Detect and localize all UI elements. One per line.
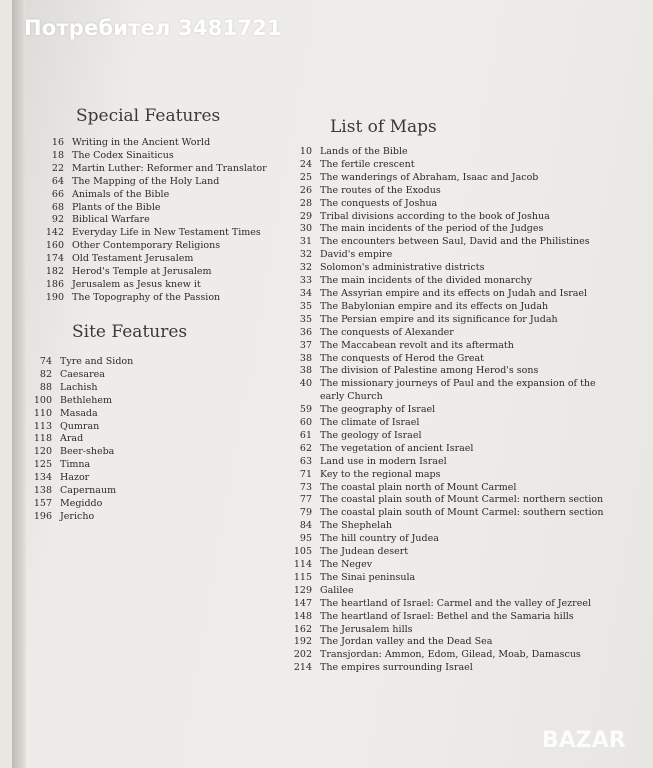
page-number: 157 <box>33 497 52 509</box>
page-number: 162 <box>293 623 312 635</box>
page-number: 202 <box>293 649 312 661</box>
site-features-title: Site Features <box>72 322 188 342</box>
toc-entry <box>286 611 620 624</box>
toc-entry <box>38 214 267 227</box>
toc-entry <box>38 279 267 292</box>
toc-entry <box>38 137 267 150</box>
toc-entry <box>286 211 620 224</box>
toc-entry <box>286 624 620 637</box>
entry-title: The geology of Israel <box>320 429 422 441</box>
entry-title: Megiddo <box>60 497 103 509</box>
toc-entry <box>286 198 620 211</box>
user-watermark: Потребител 3481721 <box>24 16 282 40</box>
entry-title: Animals of the Bible <box>72 188 170 200</box>
page-number: 60 <box>299 417 312 429</box>
page-number: 68 <box>51 201 64 213</box>
page-number: 16 <box>51 137 64 148</box>
toc-entry <box>286 546 620 559</box>
toc-entry <box>286 249 620 262</box>
toc-entry <box>286 275 620 288</box>
page-number: 92 <box>51 214 64 226</box>
page-number: 64 <box>51 175 64 187</box>
page-number: 29 <box>299 210 312 222</box>
page-number: 35 <box>299 300 312 312</box>
entry-title: The Assyrian empire and its effects on Judah and Israel <box>320 287 588 299</box>
entry-title: Masada <box>60 407 98 419</box>
toc-entry <box>286 662 620 675</box>
toc-entry <box>38 150 267 163</box>
page-number: 114 <box>293 559 312 570</box>
page-number: 33 <box>299 275 312 287</box>
toc-entry <box>38 189 267 202</box>
toc-entry <box>286 443 620 456</box>
entry-title: Timna <box>60 459 91 471</box>
page-number: 77 <box>299 494 312 506</box>
page-number: 147 <box>293 597 312 609</box>
entry-title: Beer-sheba <box>60 446 115 458</box>
page-number: 125 <box>33 459 52 471</box>
toc-entry <box>286 520 620 533</box>
entry-title: The vegetation of ancient Israel <box>320 442 474 454</box>
toc-entry <box>38 292 267 305</box>
toc-entry <box>26 382 133 395</box>
entry-title: Other Contemporary Religions <box>72 240 221 252</box>
toc-entry <box>286 636 620 649</box>
page-number: 35 <box>299 313 312 325</box>
entry-title: Key to the regional maps <box>320 468 441 480</box>
site-features-list <box>26 356 133 524</box>
page-number: 110 <box>33 407 52 419</box>
toc-entry <box>286 340 620 353</box>
page-number: 34 <box>299 287 312 299</box>
page-number: 59 <box>299 404 312 416</box>
page-number: 30 <box>299 223 312 235</box>
page-number: 18 <box>51 149 64 161</box>
toc-entry <box>286 288 620 301</box>
page-number: 31 <box>299 236 312 248</box>
entry-title: Transjordan: Ammon, Edom, Gilead, Moab, Damascus <box>320 649 581 661</box>
toc-entry <box>286 456 620 469</box>
page-number: 32 <box>299 262 312 274</box>
entry-title: Land use in modern Israel <box>320 455 447 467</box>
page-number: 74 <box>39 356 52 367</box>
page-number: 129 <box>293 584 312 596</box>
entry-title: The Persian empire and its significance for Judah <box>320 313 558 325</box>
page-number: 120 <box>33 446 52 458</box>
toc-entry <box>286 378 620 404</box>
entry-title: The Shephelah <box>320 520 392 532</box>
toc-entry <box>286 469 620 482</box>
toc-entry <box>286 430 620 443</box>
entry-title: The fertile crescent <box>320 158 415 170</box>
page-number: 182 <box>45 266 64 278</box>
page-number: 88 <box>39 381 52 393</box>
toc-entry <box>286 327 620 340</box>
entry-title: Biblical Warfare <box>72 214 150 226</box>
page-number: 95 <box>299 533 312 545</box>
entry-title: The missionary journeys of Paul and the expansion of the early Church <box>320 378 596 403</box>
toc-entry <box>286 507 620 520</box>
page-number: 28 <box>299 197 312 209</box>
page-number: 142 <box>45 227 64 239</box>
toc-entry <box>286 649 620 662</box>
page-number: 66 <box>51 188 64 200</box>
entry-title: Lands of the Bible <box>320 146 408 157</box>
entry-title: The main incidents of the divided monarchy <box>320 275 533 287</box>
toc-entry <box>26 459 133 472</box>
toc-entry <box>286 585 620 598</box>
toc-entry <box>286 146 620 159</box>
toc-entry <box>26 421 133 434</box>
page-number: 190 <box>45 291 64 303</box>
entry-title: Jerusalem as Jesus knew it <box>72 278 201 290</box>
entry-title: Tribal divisions according to the book of Joshua <box>320 210 550 222</box>
page-number: 84 <box>299 520 312 532</box>
entry-title: The conquests of Alexander <box>320 326 454 338</box>
page-number: 196 <box>33 510 52 522</box>
page-number: 82 <box>39 368 52 380</box>
entry-title: The Negev <box>320 559 373 570</box>
entry-title: Bethlehem <box>60 394 112 406</box>
page-number: 40 <box>299 378 312 390</box>
entry-title: The heartland of Israel: Carmel and the valley of Jezreel <box>320 597 592 609</box>
page-number: 79 <box>299 507 312 519</box>
toc-entry <box>26 485 133 498</box>
entry-title: Plants of the Bible <box>72 201 161 213</box>
toc-entry <box>26 395 133 408</box>
page-number: 138 <box>33 485 52 497</box>
page-number: 22 <box>51 162 64 174</box>
entry-title: The division of Palestine among Herod's sons <box>320 365 539 377</box>
page-number: 71 <box>299 468 312 480</box>
entry-title: The wanderings of Abraham, Isaac and Jacob <box>320 171 539 183</box>
entry-title: The Codex Sinaiticus <box>72 149 174 161</box>
toc-entry <box>286 598 620 611</box>
toc-entry <box>38 176 267 189</box>
toc-entry <box>26 369 133 382</box>
toc-entry <box>286 559 620 572</box>
toc-entry <box>26 356 133 369</box>
toc-entry <box>286 314 620 327</box>
entry-title: Lachish <box>60 381 98 393</box>
entry-title: David's empire <box>320 249 393 261</box>
page-number: 134 <box>33 472 52 484</box>
entry-title: Martin Luther: Reformer and Translator <box>72 162 267 174</box>
entry-title: The Judean desert <box>320 546 409 558</box>
page-number: 38 <box>299 365 312 377</box>
entry-title: The conquests of Herod the Great <box>320 352 485 364</box>
entry-title: The Jerusalem hills <box>320 623 413 635</box>
entry-title: Qumran <box>60 420 100 432</box>
spine-shadow <box>12 0 26 768</box>
toc-entry <box>38 202 267 215</box>
entry-title: Galilee <box>320 584 354 596</box>
toc-entry <box>286 301 620 314</box>
toc-entry <box>286 159 620 172</box>
toc-entry <box>38 266 267 279</box>
toc-entry <box>286 494 620 507</box>
entry-title: The routes of the Exodus <box>320 184 441 196</box>
entry-title: The heartland of Israel: Bethel and the Samaria hills <box>320 610 574 622</box>
toc-entry <box>286 353 620 366</box>
page-number: 36 <box>299 326 312 338</box>
toc-entry <box>26 446 133 459</box>
entry-title: The Mapping of the Holy Land <box>72 175 220 187</box>
page-number: 61 <box>299 429 312 441</box>
toc-entry <box>286 417 620 430</box>
toc-entry <box>286 533 620 546</box>
list-of-maps-list <box>286 146 620 675</box>
toc-entry <box>286 236 620 249</box>
entry-title: The coastal plain south of Mount Carmel: northern section <box>320 494 604 506</box>
entry-title: Hazor <box>60 472 90 484</box>
page-number: 148 <box>293 610 312 622</box>
toc-entry <box>286 172 620 185</box>
entry-title: The hill country of Judea <box>320 533 439 545</box>
page-number: 25 <box>299 171 312 183</box>
page-number: 160 <box>45 240 64 252</box>
list-of-maps-title: List of Maps <box>330 117 437 137</box>
page-number: 63 <box>299 455 312 467</box>
page-number: 73 <box>299 481 312 493</box>
entry-title: The geography of Israel <box>320 404 436 416</box>
entry-title: Solomon's administrative districts <box>320 262 485 274</box>
page-number: 113 <box>33 420 52 432</box>
entry-title: Herod's Temple at Jerusalem <box>72 266 212 278</box>
entry-title: The main incidents of the period of the Judges <box>320 223 544 235</box>
toc-entry <box>286 482 620 495</box>
toc-entry <box>38 163 267 176</box>
entry-title: Caesarea <box>60 368 105 380</box>
toc-entry <box>38 253 267 266</box>
entry-title: Jericho <box>60 510 95 522</box>
entry-title: The Babylonian empire and its effects on Judah <box>320 300 549 312</box>
entry-title: The conquests of Joshua <box>320 197 438 209</box>
entry-title: The coastal plain south of Mount Carmel: southern section <box>320 507 604 519</box>
toc-entry <box>26 433 133 446</box>
entry-title: The Maccabean revolt and its aftermath <box>320 339 514 351</box>
page-number: 105 <box>293 546 312 558</box>
page-number: 186 <box>45 278 64 290</box>
page-number: 174 <box>45 253 64 265</box>
bazar-logo: BAZAR <box>542 728 626 753</box>
special-features-title: Special Features <box>76 106 221 126</box>
toc-entry <box>286 365 620 378</box>
toc-entry <box>26 498 133 511</box>
page-number: 37 <box>299 339 312 351</box>
entry-title: The Topography of the Passion <box>72 291 221 303</box>
entry-title: The Jordan valley and the Dead Sea <box>320 636 493 648</box>
entry-title: Writing in the Ancient World <box>72 137 211 148</box>
entry-title: The encounters between Saul, David and the Philistines <box>320 236 590 248</box>
page-number: 62 <box>299 442 312 454</box>
toc-entry <box>26 408 133 421</box>
toc-entry <box>38 227 267 240</box>
entry-title: Everyday Life in New Testament Times <box>72 227 261 239</box>
page-number: 26 <box>299 184 312 196</box>
entry-title: Tyre and Sidon <box>60 356 134 367</box>
page-number: 115 <box>293 571 312 583</box>
page-number: 38 <box>299 352 312 364</box>
page-number: 214 <box>293 662 312 674</box>
toc-entry <box>286 185 620 198</box>
toc-entry <box>26 472 133 485</box>
page-number: 192 <box>293 636 312 648</box>
entry-title: Capernaum <box>60 485 117 497</box>
toc-entry <box>286 223 620 236</box>
toc-entry <box>38 240 267 253</box>
entry-title: The Sinai peninsula <box>320 571 416 583</box>
toc-entry <box>286 572 620 585</box>
entry-title: Arad <box>60 433 84 445</box>
entry-title: Old Testament Jerusalem <box>72 253 194 265</box>
page-number: 32 <box>299 249 312 261</box>
entry-title: The coastal plain north of Mount Carmel <box>320 481 517 493</box>
page-number: 10 <box>299 146 312 157</box>
toc-entry <box>286 262 620 275</box>
toc-entry <box>26 511 133 524</box>
toc-entry <box>286 404 620 417</box>
page-number: 100 <box>33 394 52 406</box>
entry-title: The empires surrounding Israel <box>320 662 473 674</box>
special-features-list <box>38 137 267 305</box>
page-number: 118 <box>33 433 52 445</box>
page-number: 24 <box>299 158 312 170</box>
entry-title: The climate of Israel <box>320 417 420 429</box>
